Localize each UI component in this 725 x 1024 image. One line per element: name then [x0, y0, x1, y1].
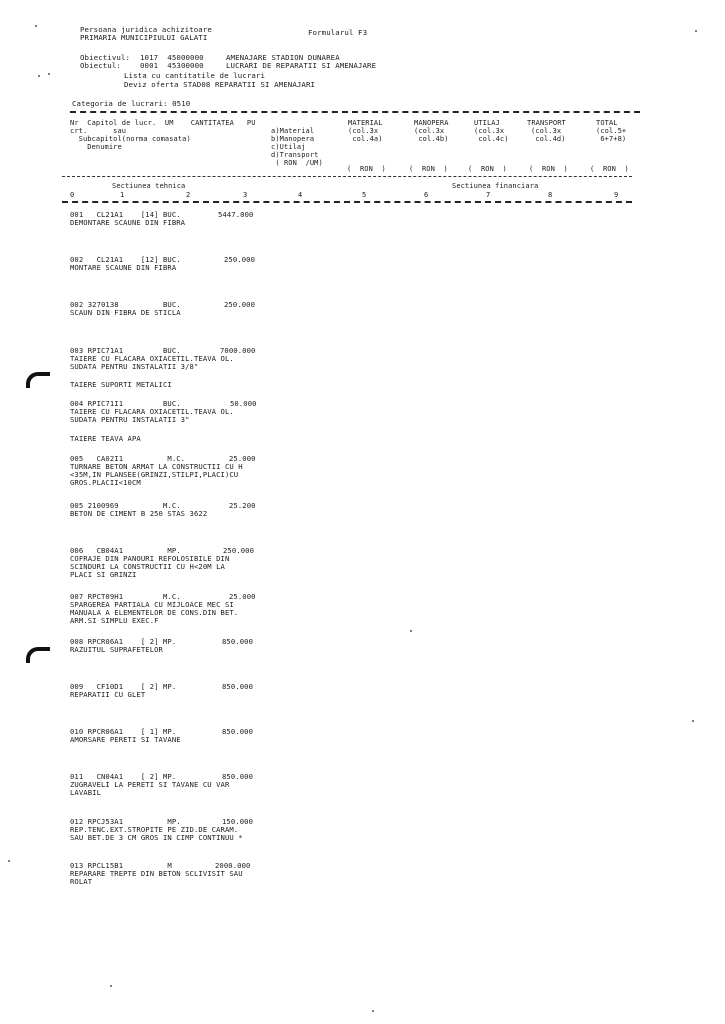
row-quantity: 850.000 [222, 727, 253, 736]
col-index: 4 [298, 191, 303, 199]
col-index: 9 [614, 191, 619, 199]
row-description: BETON DE CIMENT B 250 STAS 3622 [70, 509, 208, 518]
section-financial: Sectiunea financiara [452, 182, 539, 190]
col-index: 2 [186, 191, 191, 199]
col-index: 5 [362, 191, 367, 199]
objective-label: Obiectivul: [80, 53, 131, 62]
scan-speck [692, 720, 694, 722]
row-code: 005 CA02I1 M.C. [70, 454, 186, 463]
row-quantity: 50.000 [230, 399, 257, 408]
section-rule [62, 176, 632, 177]
ron-unit: ( RON ) [347, 165, 386, 173]
row-code: 009 CF10D1 [ 2] MP. [70, 682, 177, 691]
scan-speck [38, 75, 40, 77]
objective-name: AMENAJARE STADION DUNAREA [226, 53, 340, 62]
row-description: TAIERE SUPORTI METALICI [70, 380, 172, 389]
col-index: 7 [486, 191, 491, 199]
row-code: 001 CL21A1 [14] BUC. [70, 210, 181, 219]
pu-manopera: b)Manopera [271, 135, 315, 143]
col-transport: TRANSPORT [527, 119, 566, 127]
list-title: Lista cu cantitatile de lucrari [124, 71, 266, 80]
header-bottom-rule [62, 201, 632, 203]
row-description: RAZUITUL SUPRAFETELOR [70, 645, 163, 654]
row-description: ARM.SI SIMPLU EXEC.F [70, 616, 159, 625]
row-quantity: 250.000 [223, 546, 254, 555]
row-code: 012 RPCJ53A1 MP. [70, 817, 181, 826]
row-description: <35M,IN PLANSEE(GRINZI,STILPI,PLACI)CU [70, 470, 239, 479]
row-quantity: 150.000 [222, 817, 253, 826]
col-head-subcap: Subcapitol(norma comasata) [70, 135, 191, 143]
row-description: DEMONTARE SCAUNE DIN FIBRA [70, 218, 186, 227]
org-label: Persoana juridica achizitoare [80, 25, 212, 34]
col-manopera-formula-b: col.4b) [414, 135, 449, 143]
row-description: MANUALA A ELEMENTELOR DE CONS.DIN BET. [70, 608, 239, 617]
row-quantity: 2000.000 [215, 861, 251, 870]
col-index: 1 [120, 191, 125, 199]
col-manopera-formula: (col.3x [414, 127, 445, 135]
row-description: REP.TENC.EXT.STROPITE PE ZID.DE CARAM. [70, 825, 239, 834]
col-index: 0 [70, 191, 75, 199]
row-description: SCINDURI LA CONSTRUCTII CU H<20M LA [70, 562, 225, 571]
category-label: Categoria de lucrari: 0510 [72, 99, 191, 108]
form-title: Formularul F3 [308, 28, 368, 37]
row-description: MONTARE SCAUNE DIN FIBRA [70, 263, 177, 272]
scan-speck [372, 1010, 374, 1012]
col-head-crt: crt. sau [70, 127, 127, 135]
row-code: 010 RPCR06A1 [ 1] MP. [70, 727, 177, 736]
row-description: TAIERE TEAVA APA [70, 434, 141, 443]
col-head-denumire: Denumire [70, 143, 122, 151]
row-description: ROLAT [70, 877, 93, 886]
row-code: 006 CB04A1 MP. [70, 546, 181, 555]
pu-material: a)Material [271, 127, 315, 135]
row-description: TURNARE BETON ARMAT LA CONSTRUCTII CU H [70, 462, 243, 471]
pu-ron-um: ( RON /UM) [271, 159, 323, 167]
scan-speck [35, 25, 37, 27]
col-material-formula-b: col.4a) [348, 135, 383, 143]
row-code: 008 RPCR06A1 [ 2] MP. [70, 637, 177, 646]
col-head-main: Nr Capitol de lucr. UM CANTITATEA PU [70, 119, 256, 127]
section-technical: Sectiunea tehnica [112, 182, 186, 190]
row-quantity: 25.000 [229, 592, 256, 601]
col-transport-formula-b: col.4d) [531, 135, 566, 143]
row-quantity: 850.000 [222, 772, 253, 781]
org-name: PRIMARIA MUNICIPIULUI GALATI [80, 33, 208, 42]
row-description: ZUGRAVELI LA PERETI SI TAVANE CU VAR [70, 780, 230, 789]
row-description: REPARATII CU GLET [70, 690, 146, 699]
row-quantity: 25.000 [229, 454, 256, 463]
object-code: 0001 45300000 [140, 61, 204, 70]
object-name: LUCRARI DE REPARATII SI AMENAJARE [226, 61, 377, 70]
estimate-title: Deviz oferta STAD08 REPARATII SI AMENAJARI [124, 80, 316, 89]
row-description: COFRAJE DIN PANOURI REFOLOSIBILE DIN [70, 554, 230, 563]
pu-transport: d)Transport [271, 151, 319, 159]
row-description: PLACI SI GRINZI [70, 570, 137, 579]
scan-speck [695, 30, 697, 32]
row-description: AMORSARE PERETI SI TAVANE [70, 735, 181, 744]
row-code: 005 2100969 M.C. [70, 501, 181, 510]
row-code: 003 RPIC71A1 BUC. [70, 346, 181, 355]
row-description: TAIERE CU FLACARA OXIACETIL.TEAVA OL. [70, 354, 234, 363]
pu-utilaj: c)Utilaj [271, 143, 306, 151]
col-transport-formula: (col.3x [531, 127, 562, 135]
col-total-formula: (col.5+ [596, 127, 627, 135]
row-quantity: 7000.000 [220, 346, 256, 355]
punch-hole-mark [26, 372, 50, 388]
row-description: SAU BET.DE 3 CM GROS IN CIMP CONTINUU * [70, 833, 243, 842]
row-code: 011 CN04A1 [ 2] MP. [70, 772, 177, 781]
col-total: TOTAL [596, 119, 618, 127]
col-total-formula-b: 6+7+8) [596, 135, 627, 143]
col-index: 8 [548, 191, 553, 199]
ron-unit: ( RON ) [590, 165, 629, 173]
col-index: 6 [424, 191, 429, 199]
row-code: 007 RPCT09H1 M.C. [70, 592, 181, 601]
row-quantity: 25.200 [229, 501, 256, 510]
scan-speck [110, 985, 112, 987]
punch-hole-mark [26, 647, 50, 663]
row-code: 002 3270138 BUC. [70, 300, 181, 309]
scan-speck [8, 860, 10, 862]
col-utilaj: UTILAJ [474, 119, 500, 127]
col-index: 3 [243, 191, 248, 199]
row-description: SPARGEREA PARTIALA CU MIJLOACE MEC SI [70, 600, 234, 609]
row-description: LAVABIL [70, 788, 101, 797]
row-description: REPARARE TREPTE DIN BETON SCLIVISIT SAU [70, 869, 243, 878]
row-quantity: 5447.000 [218, 210, 254, 219]
object-label: Obiectul: [80, 61, 121, 70]
row-quantity: 250.000 [224, 255, 255, 264]
objective-code: 1017 45000000 [140, 53, 204, 62]
row-quantity: 250.000 [224, 300, 255, 309]
row-description: TAIERE CU FLACARA OXIACETIL.TEAVA OL. [70, 407, 234, 416]
row-code: 013 RPCL15B1 M [70, 861, 172, 870]
col-material-formula: (col.3x [348, 127, 379, 135]
col-utilaj-formula: (col.3x [474, 127, 505, 135]
table-top-rule [70, 111, 640, 113]
row-description: SCAUN DIN FIBRA DE STICLA [70, 308, 181, 317]
col-material: MATERIAL [348, 119, 383, 127]
col-utilaj-formula-b: col.4c) [474, 135, 509, 143]
ron-unit: ( RON ) [468, 165, 507, 173]
row-quantity: 850.000 [222, 682, 253, 691]
row-description: GROS.PLACII<10CM [70, 478, 141, 487]
scan-speck [48, 73, 50, 75]
row-description: SUDATA PENTRU INSTALATII 3/8" [70, 362, 199, 371]
col-manopera: MANOPERA [414, 119, 449, 127]
ron-unit: ( RON ) [409, 165, 448, 173]
row-quantity: 850.000 [222, 637, 253, 646]
row-code: 002 CL21A1 [12] BUC. [70, 255, 181, 264]
row-code: 004 RPIC71I1 BUC. [70, 399, 181, 408]
row-description: SUDATA PENTRU INSTALATII 3" [70, 415, 190, 424]
ron-unit: ( RON ) [529, 165, 568, 173]
scan-speck [410, 630, 412, 632]
